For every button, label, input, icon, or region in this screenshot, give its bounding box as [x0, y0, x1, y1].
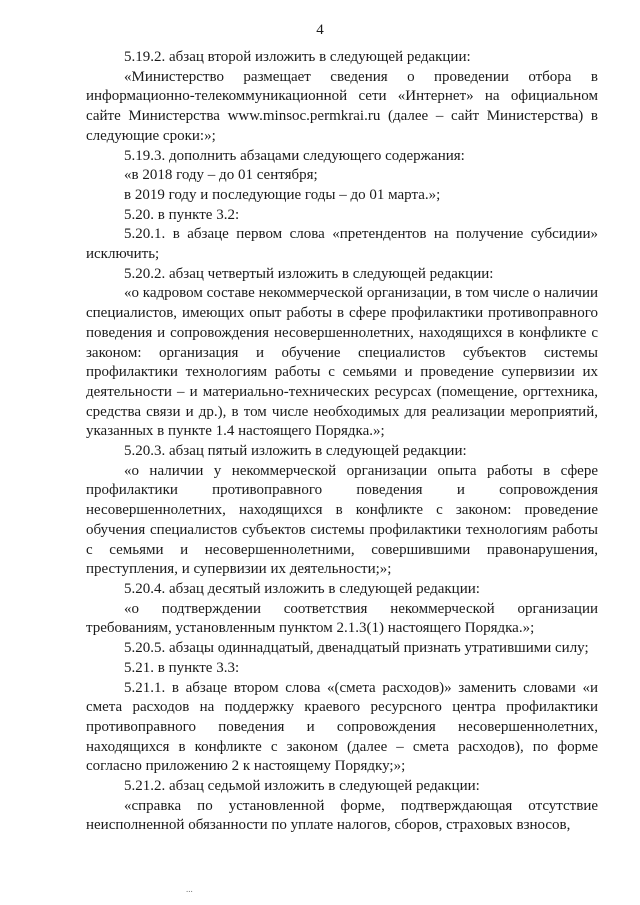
footer-mark: ...: [186, 884, 193, 894]
paragraph-5-19-3: 5.19.3. дополнить абзацами следующего содержания:: [124, 147, 465, 164]
paragraph-5-20-2: 5.20.2. абзац четвертый изложить в следующей редакции:: [124, 265, 494, 282]
document-body: [86, 48, 598, 836]
paragraph-quote-ministry: «Министерство размещает сведения о проведении отбора в информационно-телекоммуникационной сети «Интернет» на официальном сайте Министерства www.minsoc.permkrai.ru (далее – сайт Министерства) в следующие сроки:»;: [86, 68, 598, 144]
paragraph-quote-conformity: «о подтверждении соответствия некоммерческой организации требованиям, установленным пунктом 2.1.3(1) настоящего Порядка.»;: [86, 600, 598, 637]
paragraph-5-20-5: 5.20.5. абзацы одиннадцатый, двенадцатый признать утратившими силу;: [124, 640, 589, 657]
paragraph-5-21: 5.21. в пункте 3.3:: [124, 659, 240, 676]
paragraph-2019: в 2019 году и последующие годы – до 01 марта.»;: [124, 186, 441, 203]
paragraph-5-21-2: 5.21.2. абзац седьмой изложить в следующей редакции:: [124, 778, 480, 795]
paragraph-5-19-2: 5.19.2. абзац второй изложить в следующей редакции:: [124, 49, 471, 65]
paragraph-quote-certificate: «справка по установленной форме, подтверждающая отсутствие неисполненной обязанности по уплате налогов, сборов, страховых взносов,: [86, 797, 598, 834]
paragraph-2018: «в 2018 году – до 01 сентября;: [124, 167, 318, 184]
page-number: 4: [316, 22, 324, 38]
paragraph-quote-experience: «о наличии у некоммерческой организации опыта работы в сфере профилактики противоправного поведения и сопровождения несовершеннолетних, находящихся в конфликте с законом: проведение обучения специалистов субъектов системы профилактики технологиям работы с семьями и несовершеннолетними, совершившими правонарушения, преступления, и супервизии их деятельности;»;: [86, 462, 598, 578]
paragraph-5-20-3: 5.20.3. абзац пятый изложить в следующей редакции:: [124, 443, 467, 460]
paragraph-quote-staff: «о кадровом составе некоммерческой организации, в том числе о наличии специалистов, имеющих опыт работы в сфере профилактики противоправного поведения и сопровождения несовершеннолетних, находящихся в конфликте с законом: организация и обучение специалистов субъектов системы профилактики технологиям работы с семьями и проведение супервизии их деятельности – и материально-технических ресурсах (помещение, оргтехника, средства связи и др.), в том числе необходимых для реализации мероприятий, указанных в пункте 1.4 настоящего Порядка.»;: [86, 285, 598, 440]
paragraph-5-20: 5.20. в пункте 3.2:: [124, 206, 240, 223]
paragraph-5-20-4: 5.20.4. абзац десятый изложить в следующей редакции:: [124, 580, 480, 597]
paragraph-5-21-1: 5.21.1. в абзаце втором слова «(смета расходов)» заменить словами «и смета расходов на поддержку краевого ресурсного центра профилактики противоправного поведения и сопровождения несовершеннолетних, находящихся в конфликте с законом (далее – смета расходов), по форме согласно приложению 2 к настоящему Порядку;»;: [86, 679, 598, 775]
paragraph-5-20-1: 5.20.1. в абзаце первом слова «претендентов на получение субсидии» исключить;: [86, 226, 598, 263]
